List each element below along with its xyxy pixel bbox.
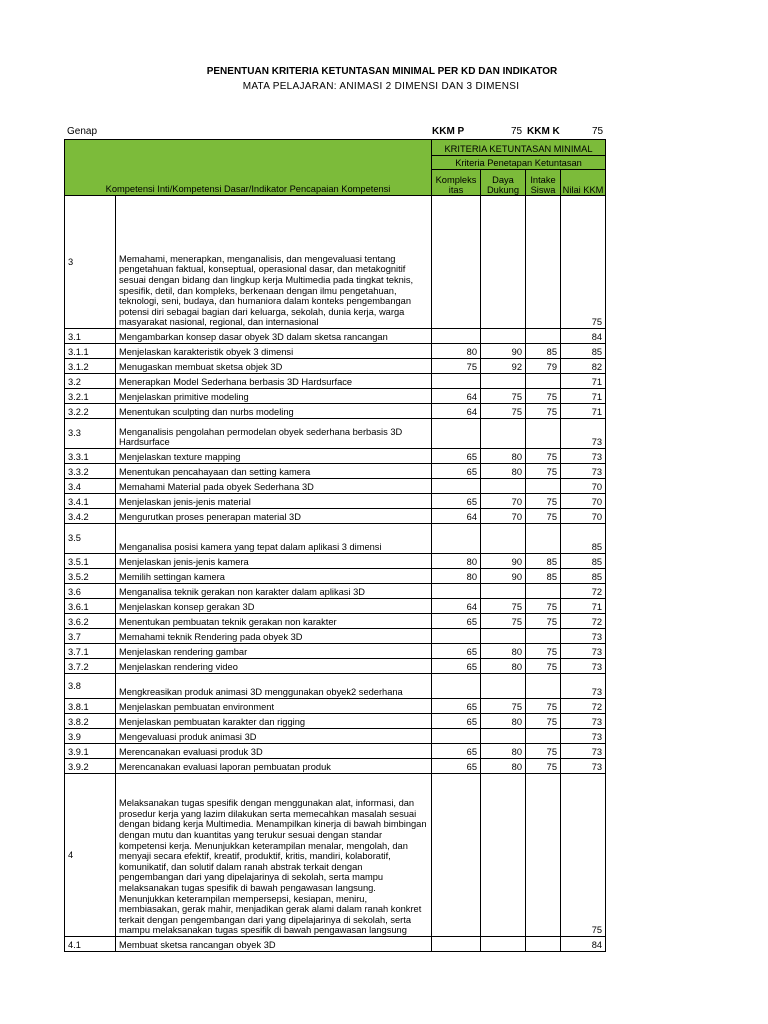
- row-support: [481, 729, 526, 744]
- table-row: [65, 729, 606, 744]
- table-row: [65, 699, 606, 714]
- row-code: 3.8.1: [65, 699, 116, 714]
- header-complexity: Kompleks itas: [432, 170, 481, 196]
- row-support: 90: [481, 554, 526, 569]
- row-intake: 75: [526, 714, 561, 729]
- row-support: 80: [481, 449, 526, 464]
- row-complexity: 75: [432, 359, 481, 374]
- row-kkm-value: 85: [561, 524, 606, 554]
- row-description: Menentukan pencahayaan dan setting kamera: [116, 464, 432, 479]
- row-intake: [526, 774, 561, 937]
- row-complexity: [432, 196, 481, 329]
- row-intake: 75: [526, 644, 561, 659]
- row-kkm-value: 73: [561, 629, 606, 644]
- row-kkm-value: 72: [561, 584, 606, 599]
- row-intake: [526, 937, 561, 952]
- row-complexity: 65: [432, 494, 481, 509]
- table-row: [65, 774, 606, 937]
- row-support: [481, 419, 526, 449]
- row-support: 80: [481, 714, 526, 729]
- row-intake: 75: [526, 509, 561, 524]
- table-row: [65, 584, 606, 599]
- row-description: Menjelaskan rendering gambar: [116, 644, 432, 659]
- row-support: [481, 674, 526, 699]
- row-intake: [526, 729, 561, 744]
- row-kkm-value: 73: [561, 729, 606, 744]
- row-complexity: 80: [432, 569, 481, 584]
- table-row: [65, 449, 606, 464]
- kkm-k-label: KKM K: [527, 126, 560, 137]
- row-complexity: 64: [432, 599, 481, 614]
- table-row: [65, 479, 606, 494]
- row-description: Menjelaskan texture mapping: [116, 449, 432, 464]
- row-intake: 75: [526, 404, 561, 419]
- row-kkm-value: 71: [561, 374, 606, 389]
- row-kkm-value: 84: [561, 937, 606, 952]
- table-row: [65, 759, 606, 774]
- table-row: [65, 344, 606, 359]
- row-code: 3.4.1: [65, 494, 116, 509]
- row-intake: [526, 374, 561, 389]
- row-intake: 75: [526, 389, 561, 404]
- row-support: 80: [481, 464, 526, 479]
- row-kkm-value: 71: [561, 599, 606, 614]
- row-intake: 85: [526, 569, 561, 584]
- row-support: 80: [481, 759, 526, 774]
- row-code: 3.2.2: [65, 404, 116, 419]
- row-support: [481, 479, 526, 494]
- semester-label: Genap: [67, 126, 98, 137]
- header-intake: Intake Siswa: [526, 170, 561, 196]
- row-support: [481, 629, 526, 644]
- row-code: 3.1: [65, 329, 116, 344]
- row-complexity: 64: [432, 389, 481, 404]
- row-description: Merencanakan evaluasi produk 3D: [116, 744, 432, 759]
- row-description: Menjelaskan jenis-jenis kamera: [116, 554, 432, 569]
- row-support: [481, 374, 526, 389]
- row-description: Menjelaskan pembuatan karakter dan rigging: [116, 714, 432, 729]
- table-row: [65, 329, 606, 344]
- table-row: [65, 554, 606, 569]
- row-support: 70: [481, 509, 526, 524]
- row-intake: [526, 524, 561, 554]
- row-support: [481, 937, 526, 952]
- row-support: 75: [481, 614, 526, 629]
- table-row: [65, 714, 606, 729]
- row-kkm-value: 70: [561, 479, 606, 494]
- row-intake: [526, 329, 561, 344]
- kkm-k-value: 75: [592, 126, 604, 137]
- row-code: 3.5: [65, 524, 116, 554]
- row-kkm-value: 73: [561, 714, 606, 729]
- row-intake: 75: [526, 494, 561, 509]
- row-kkm-value: 84: [561, 329, 606, 344]
- row-code: 3: [65, 196, 116, 329]
- row-intake: [526, 479, 561, 494]
- table-row: [65, 374, 606, 389]
- row-code: 3.1.1: [65, 344, 116, 359]
- row-code: 3.8.2: [65, 714, 116, 729]
- row-description: Menganalisa teknik gerakan non karakter dalam aplikasi 3D: [116, 584, 432, 599]
- row-support: 75: [481, 404, 526, 419]
- row-description: Menjelaskan rendering video: [116, 659, 432, 674]
- row-intake: 75: [526, 759, 561, 774]
- table-row: [65, 659, 606, 674]
- row-code: 3.1.2: [65, 359, 116, 374]
- row-code: 3.9: [65, 729, 116, 744]
- row-support: [481, 524, 526, 554]
- row-description: Menjelaskan pembuatan environment: [116, 699, 432, 714]
- row-complexity: [432, 674, 481, 699]
- row-intake: [526, 196, 561, 329]
- row-intake: 85: [526, 344, 561, 359]
- row-code: 4: [65, 774, 116, 937]
- row-description: Memahami Material pada obyek Sederhana 3D: [116, 479, 432, 494]
- table-row: [65, 464, 606, 479]
- row-kkm-value: 73: [561, 674, 606, 699]
- row-complexity: 65: [432, 744, 481, 759]
- row-code: 3.2: [65, 374, 116, 389]
- row-kkm-value: 73: [561, 759, 606, 774]
- row-code: 3.6.2: [65, 614, 116, 629]
- row-description: Melaksanakan tugas spesifik dengan menggunakan alat, informasi, dan prosedur kerja yang lazim dilakukan serta memecahkan masalah sesuai dengan bidang kerja Multimedia. Menampilkan kinerja di bawah bimbingan dengan mutu dan kuantitas yang terukur sesuai dengan standar kompetensi kerja. Menunjukkan keterampilan menalar, mengolah, dan menyaji secara efektif, kreatif, produktif, kritis, mandiri, kolaboratif, komunikatif, dan solutif dalam ranah abstrak terkait dengan pengembangan dari yang dipelajarinya di sekolah, serta mampu melaksanakan tugas spesifik di bawah pengawasan langsung. Menunjukkan keterampilan mempersepsi, kesiapan, meniru, membiasakan, gerak mahir, menjadikan gerak alami dalam ranah konkret terkait dengan pengembangan dari yang dipelajarinya di sekolah, serta mampu melaksanakan tugas spesifik di bawah pengawasan langsung: [116, 774, 432, 937]
- row-complexity: [432, 937, 481, 952]
- row-kkm-value: 85: [561, 344, 606, 359]
- row-support: 80: [481, 644, 526, 659]
- row-code: 3.3.1: [65, 449, 116, 464]
- row-intake: 75: [526, 449, 561, 464]
- row-support: 75: [481, 699, 526, 714]
- row-code: 3.5.1: [65, 554, 116, 569]
- row-support: 90: [481, 569, 526, 584]
- row-complexity: [432, 419, 481, 449]
- row-support: 80: [481, 744, 526, 759]
- table-row: [65, 404, 606, 419]
- header-competency: Kompetensi Inti/Kompetensi Dasar/Indikator Pencapaian Kompetensi: [65, 140, 432, 196]
- table-row: [65, 419, 606, 449]
- table-row: [65, 629, 606, 644]
- row-description: Menjelaskan karakteristik obyek 3 dimensi: [116, 344, 432, 359]
- row-complexity: 64: [432, 404, 481, 419]
- row-kkm-value: 85: [561, 554, 606, 569]
- row-complexity: [432, 774, 481, 937]
- row-code: 3.3.2: [65, 464, 116, 479]
- document-subtitle: MATA PELAJARAN: ANIMASI 2 DIMENSI DAN 3 DIMENSI: [242, 81, 520, 92]
- row-complexity: [432, 524, 481, 554]
- row-description: Memilih settingan kamera: [116, 569, 432, 584]
- row-description: Mengurutkan proses penerapan material 3D: [116, 509, 432, 524]
- row-kkm-value: 70: [561, 494, 606, 509]
- row-kkm-value: 73: [561, 659, 606, 674]
- row-support: [481, 774, 526, 937]
- row-kkm-value: 73: [561, 644, 606, 659]
- row-support: [481, 196, 526, 329]
- kkm-table-body: [65, 196, 606, 952]
- row-kkm-value: 75: [561, 196, 606, 329]
- row-support: 75: [481, 389, 526, 404]
- row-complexity: 65: [432, 449, 481, 464]
- row-kkm-value: 73: [561, 419, 606, 449]
- row-description: Menganalisis pengolahan permodelan obyek sederhana berbasis 3D Hardsurface: [116, 419, 432, 449]
- row-code: 3.9.2: [65, 759, 116, 774]
- row-support: 70: [481, 494, 526, 509]
- row-code: 3.4.2: [65, 509, 116, 524]
- row-intake: 75: [526, 599, 561, 614]
- row-intake: 75: [526, 464, 561, 479]
- row-code: 3.7.1: [65, 644, 116, 659]
- row-kkm-value: 71: [561, 404, 606, 419]
- row-description: Merencanakan evaluasi laporan pembuatan produk: [116, 759, 432, 774]
- row-code: 3.6: [65, 584, 116, 599]
- row-code: 3.7: [65, 629, 116, 644]
- row-description: Membuat sketsa rancangan obyek 3D: [116, 937, 432, 952]
- row-kkm-value: 73: [561, 464, 606, 479]
- row-support: 90: [481, 344, 526, 359]
- kkm-p-value: 75: [511, 126, 523, 137]
- header-kkm-value: Nilai KKM: [561, 170, 606, 196]
- row-kkm-value: 71: [561, 389, 606, 404]
- row-description: Memahami, menerapkan, menganalisis, dan mengevaluasi tentang pengetahuan faktual, konseptual, operasional dasar, dan metakognitif sesuai dengan bidang dan lingkup kerja Multimedia pada tingkat teknis, spesifik, detil, dan kompleks, berkenaan dengan ilmu pengetahuan, teknologi, seni, budaya, dan humaniora dalam konteks pengembangan potensi diri sebagai bagian dari keluarga, sekolah, dunia kerja, warga masyarakat nasional, regional, dan internasional: [116, 196, 432, 329]
- table-row: [65, 599, 606, 614]
- row-complexity: 80: [432, 554, 481, 569]
- row-description: Menugaskan membuat sketsa objek 3D: [116, 359, 432, 374]
- row-code: 3.2.1: [65, 389, 116, 404]
- row-complexity: 65: [432, 614, 481, 629]
- row-kkm-value: 72: [561, 614, 606, 629]
- header-support: Daya Dukung: [481, 170, 526, 196]
- row-code: 3.7.2: [65, 659, 116, 674]
- header-criteria: Kriteria Penetapan Ketuntasan: [432, 156, 606, 170]
- row-complexity: 65: [432, 644, 481, 659]
- table-row: [65, 614, 606, 629]
- row-kkm-value: 73: [561, 744, 606, 759]
- table-row: [65, 674, 606, 699]
- row-complexity: [432, 479, 481, 494]
- kkm-table: [64, 139, 606, 952]
- table-row: [65, 196, 606, 329]
- row-code: 3.3: [65, 419, 116, 449]
- row-code: 4.1: [65, 937, 116, 952]
- row-description: Menganalisa posisi kamera yang tepat dalam aplikasi 3 dimensi: [116, 524, 432, 554]
- row-code: 3.4: [65, 479, 116, 494]
- row-complexity: 65: [432, 759, 481, 774]
- row-description: Menjelaskan jenis-jenis material: [116, 494, 432, 509]
- kkm-p-label: KKM P: [432, 126, 465, 137]
- row-description: Menerapkan Model Sederhana berbasis 3D Hardsurface: [116, 374, 432, 389]
- row-complexity: [432, 329, 481, 344]
- row-intake: [526, 674, 561, 699]
- table-row: [65, 524, 606, 554]
- row-complexity: 65: [432, 714, 481, 729]
- row-complexity: [432, 374, 481, 389]
- row-support: 75: [481, 599, 526, 614]
- row-description: Menentukan sculpting dan nurbs modeling: [116, 404, 432, 419]
- table-row: [65, 509, 606, 524]
- row-description: Menjelaskan primitive modeling: [116, 389, 432, 404]
- header-kkm: KRITERIA KETUNTASAN MINIMAL: [432, 140, 606, 156]
- row-complexity: [432, 584, 481, 599]
- row-description: Menentukan pembuatan teknik gerakan non karakter: [116, 614, 432, 629]
- row-description: Menjelaskan konsep gerakan 3D: [116, 599, 432, 614]
- row-code: 3.8: [65, 674, 116, 699]
- table-row: [65, 389, 606, 404]
- table-row: [65, 937, 606, 952]
- row-description: Memahami teknik Rendering pada obyek 3D: [116, 629, 432, 644]
- row-description: Mengambarkan konsep dasar obyek 3D dalam sketsa rancangan: [116, 329, 432, 344]
- row-complexity: 65: [432, 699, 481, 714]
- row-kkm-value: 82: [561, 359, 606, 374]
- row-intake: 75: [526, 744, 561, 759]
- row-kkm-value: 70: [561, 509, 606, 524]
- row-complexity: [432, 729, 481, 744]
- row-intake: [526, 419, 561, 449]
- table-row: [65, 569, 606, 584]
- row-intake: 75: [526, 699, 561, 714]
- table-row: [65, 644, 606, 659]
- row-complexity: 65: [432, 659, 481, 674]
- table-row: [65, 744, 606, 759]
- table-row: [65, 359, 606, 374]
- row-intake: 79: [526, 359, 561, 374]
- row-kkm-value: 85: [561, 569, 606, 584]
- row-code: 3.9.1: [65, 744, 116, 759]
- row-code: 3.5.2: [65, 569, 116, 584]
- row-intake: 85: [526, 554, 561, 569]
- row-intake: [526, 629, 561, 644]
- row-intake: [526, 584, 561, 599]
- row-description: Mengkreasikan produk animasi 3D menggunakan obyek2 sederhana: [116, 674, 432, 699]
- row-kkm-value: 75: [561, 774, 606, 937]
- row-support: [481, 329, 526, 344]
- row-support: 92: [481, 359, 526, 374]
- row-complexity: 80: [432, 344, 481, 359]
- row-code: 3.6.1: [65, 599, 116, 614]
- table-row: [65, 494, 606, 509]
- row-support: 80: [481, 659, 526, 674]
- row-complexity: 64: [432, 509, 481, 524]
- row-intake: 75: [526, 614, 561, 629]
- row-complexity: 65: [432, 464, 481, 479]
- row-description: Mengevaluasi produk animasi 3D: [116, 729, 432, 744]
- row-intake: 75: [526, 659, 561, 674]
- row-support: [481, 584, 526, 599]
- document-title: PENENTUAN KRITERIA KETUNTASAN MINIMAL PER KD DAN INDIKATOR: [206, 66, 558, 77]
- row-kkm-value: 73: [561, 449, 606, 464]
- row-kkm-value: 72: [561, 699, 606, 714]
- row-complexity: [432, 629, 481, 644]
